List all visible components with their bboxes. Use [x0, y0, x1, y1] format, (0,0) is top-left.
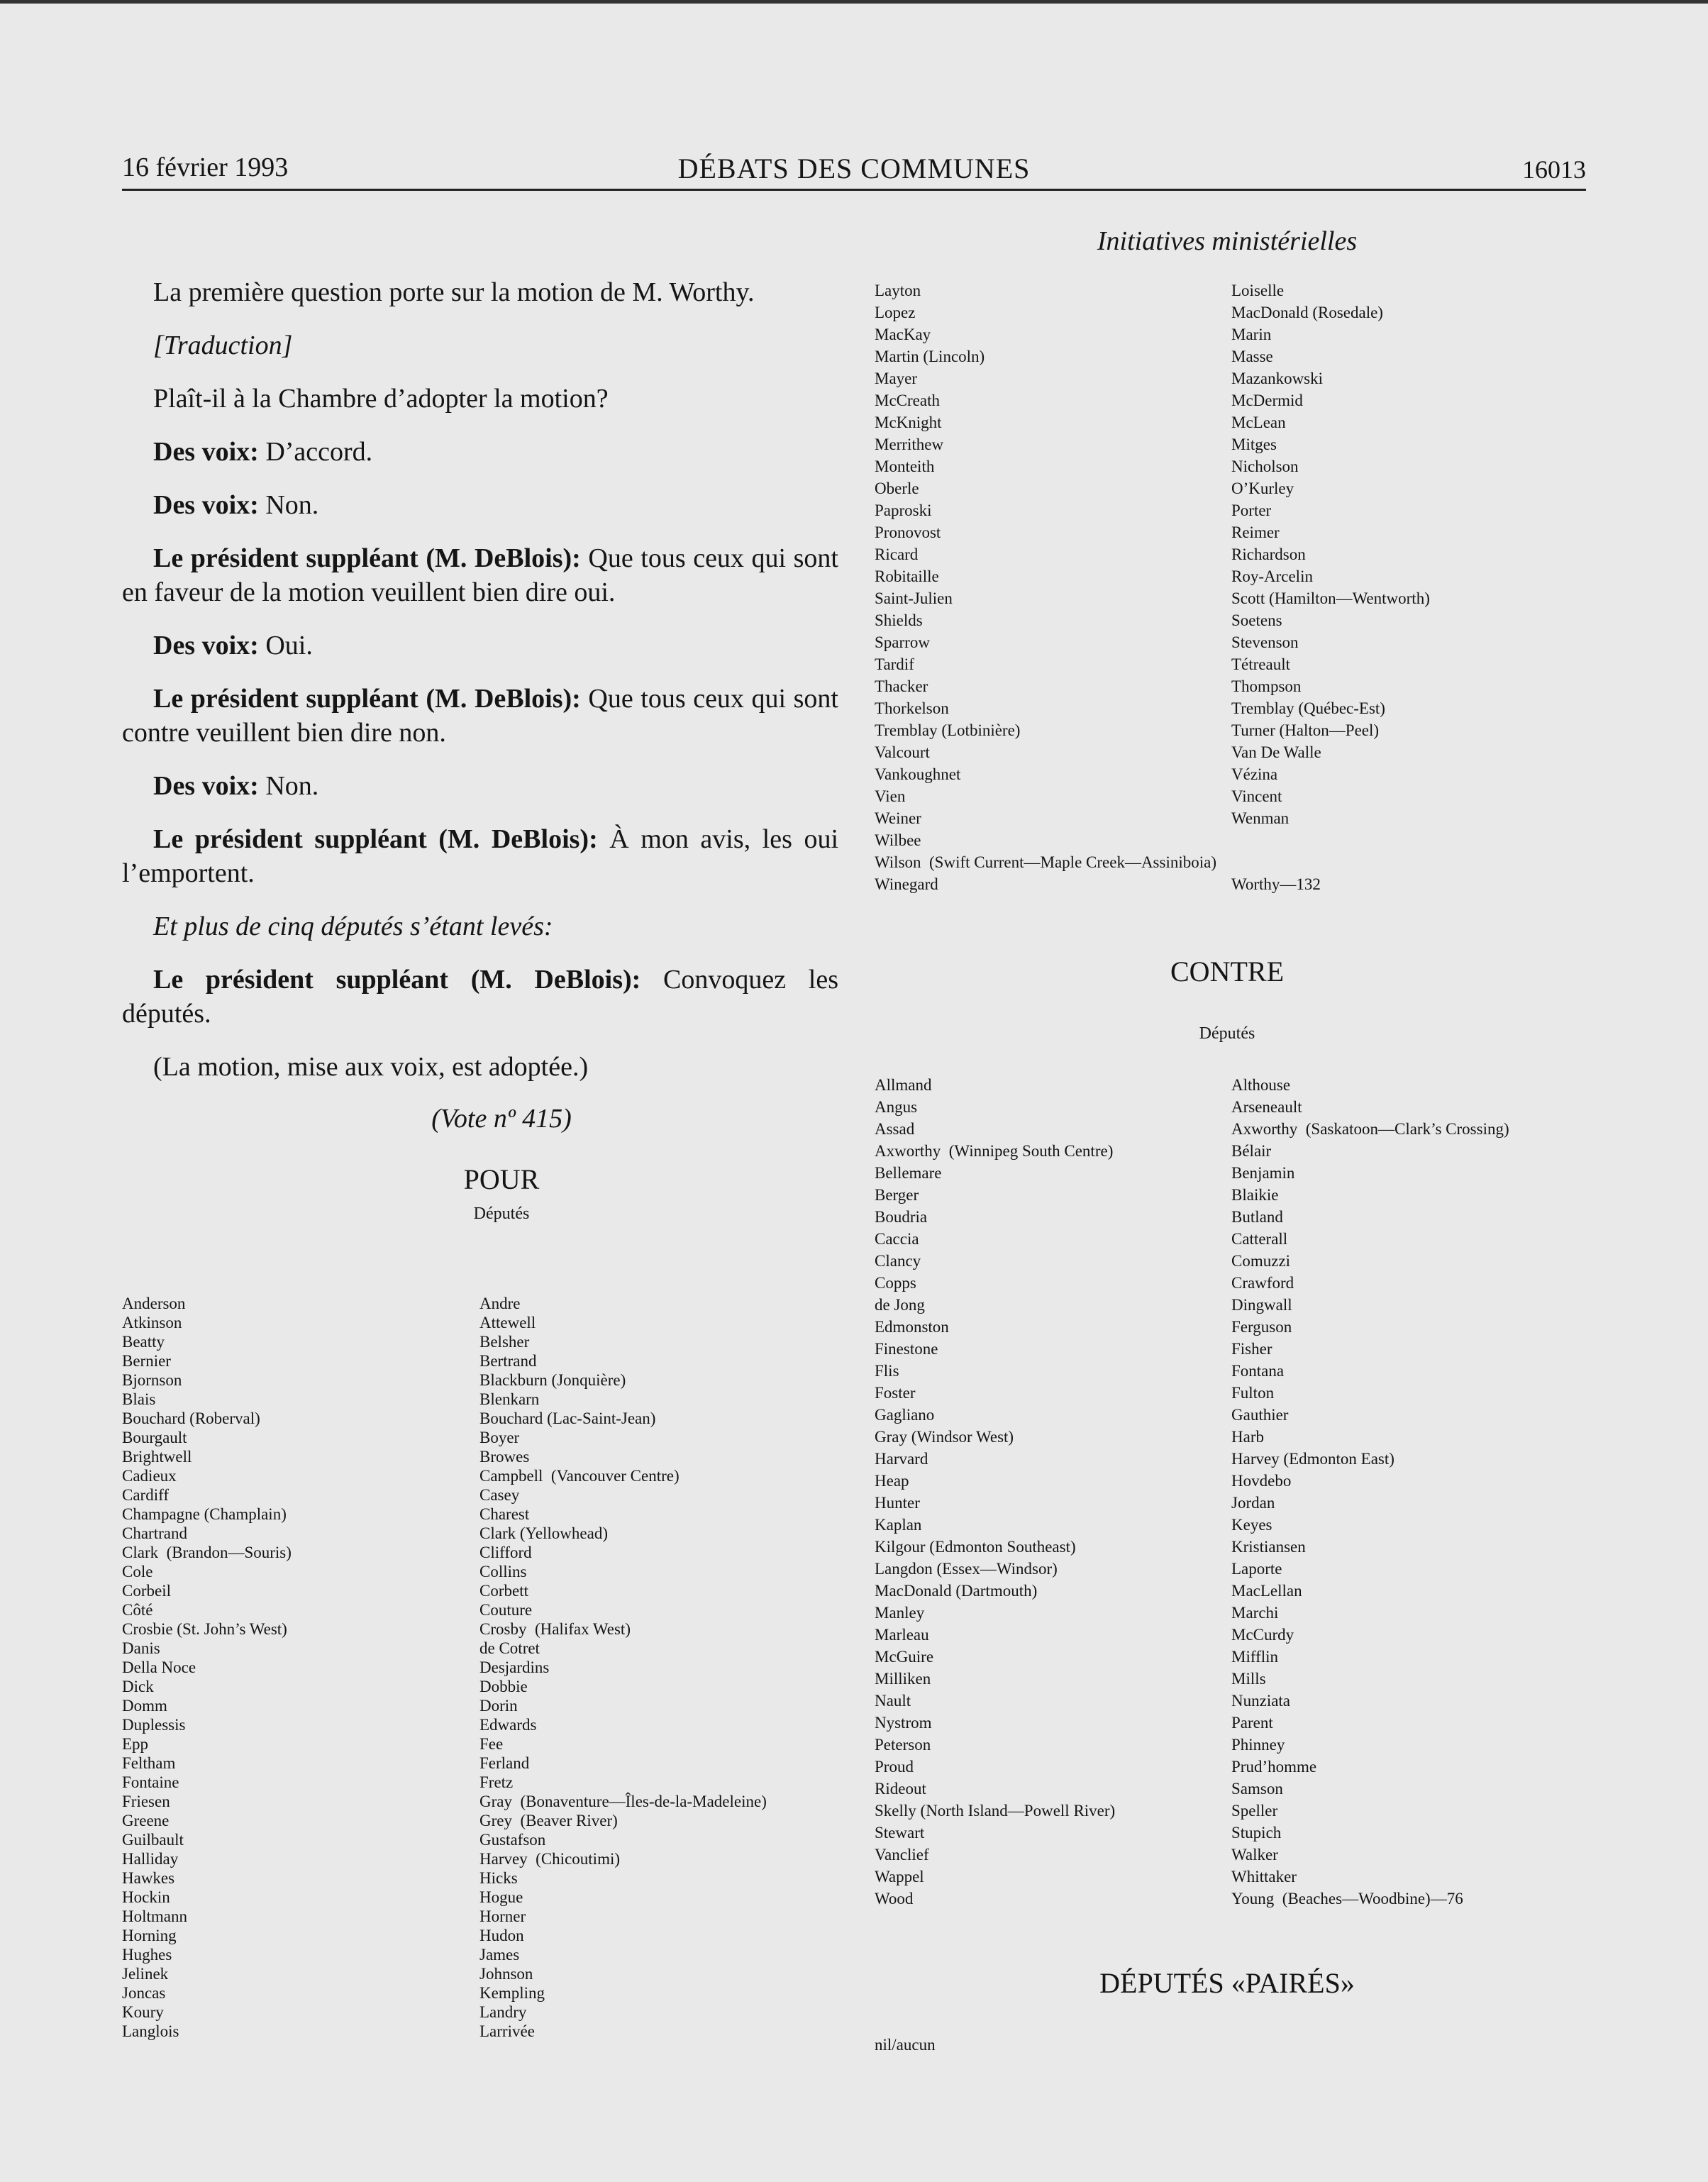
member-name: Koury: [122, 2003, 164, 2021]
speaker: Le président suppléant (M. DeBlois):: [153, 965, 641, 995]
member-name: Kaplan: [875, 1516, 922, 1534]
member-name: Fulton: [1231, 1384, 1275, 1402]
member-name: Wappel: [875, 1868, 924, 1885]
member-name: Dick: [122, 1678, 154, 1695]
member-name: Crawford: [1231, 1274, 1294, 1292]
member-name: Gauthier: [1231, 1406, 1289, 1424]
member-name: Côté: [122, 1601, 153, 1619]
member-name: Greene: [122, 1812, 170, 1829]
member-name: Fontaine: [122, 1773, 179, 1791]
member-name: Sparrow: [875, 633, 930, 651]
member-name: Harb: [1231, 1428, 1264, 1446]
speaker: Des voix:: [153, 490, 259, 520]
header-rule: [122, 189, 1586, 191]
member-name: Vien: [875, 787, 906, 805]
member-name: Gagliano: [875, 1406, 935, 1424]
section-heading: Initiatives ministérielles: [1097, 226, 1358, 256]
member-name: Duplessis: [122, 1716, 186, 1734]
member-name: Roy-Arcelin: [1231, 567, 1313, 585]
member-name: MacLellan: [1231, 1582, 1302, 1600]
member-name: Stewart: [875, 1824, 925, 1842]
paragraph: [122, 628, 838, 663]
paragraph: [122, 769, 838, 803]
member-name: Axworthy (Saskatoon—Clark’s Crossing): [1231, 1120, 1509, 1138]
member-name: McCreath: [875, 392, 940, 409]
member-name: Hicks: [479, 1869, 518, 1887]
member-name: Dingwall: [1231, 1296, 1292, 1314]
member-name: Bellemare: [875, 1164, 942, 1182]
member-name: Comuzzi: [1231, 1252, 1291, 1270]
member-name: Jelinek: [122, 1965, 169, 1983]
member-name: Hovdebo: [1231, 1472, 1292, 1490]
member-name: Valcourt: [875, 743, 930, 761]
member-name: Layton: [875, 282, 921, 299]
scan-top-border: [0, 0, 1708, 4]
paragraph: Plaît-il à la Chambre d’adopter la motion?: [153, 384, 609, 414]
paragraph: [122, 963, 838, 1031]
speech: Non.: [258, 490, 319, 520]
member-name: Skelly (North Island—Powell River): [875, 1802, 1116, 1820]
speech: À mon avis, les oui l’emportent.: [122, 824, 839, 888]
member-name: Epp: [122, 1735, 149, 1753]
member-name: Thorkelson: [875, 699, 949, 717]
member-name: Hawkes: [122, 1869, 175, 1887]
member-name: Fee: [479, 1735, 504, 1753]
page-header: [122, 152, 1586, 189]
member-name: Milliken: [875, 1670, 931, 1688]
member-name: Kilgour (Edmonton Southeast): [875, 1538, 1076, 1556]
member-name: McKnight: [875, 414, 942, 431]
member-name: Allmand: [875, 1076, 932, 1094]
member-name: Edmonston: [875, 1318, 949, 1336]
member-name: Axworthy (Winnipeg South Centre): [875, 1142, 1114, 1160]
member-name: de Jong: [875, 1296, 925, 1314]
left-column: [122, 275, 838, 1236]
member-name: Angus: [875, 1098, 918, 1116]
member-name: O’Kurley: [1231, 480, 1294, 497]
member-name: Desjardins: [479, 1658, 550, 1676]
member-name: Vanclief: [875, 1846, 929, 1863]
paragraph: [122, 488, 838, 522]
member-name: Edwards: [479, 1716, 537, 1734]
page-number: 16013: [1522, 155, 1586, 184]
member-name: Finestone: [875, 1340, 938, 1358]
member-name: Langdon (Essex—Windsor): [875, 1560, 1058, 1578]
member-name: Hogue: [479, 1888, 523, 1906]
header-date: 16 février 1993: [122, 153, 289, 182]
member-name: Cole: [122, 1563, 153, 1580]
member-name: Scott (Hamilton—Wentworth): [1231, 589, 1430, 607]
paired-value: nil/aucun: [875, 2036, 936, 2054]
member-name: Horning: [122, 1927, 177, 1944]
member-name: Cardiff: [122, 1486, 170, 1504]
member-name: Della Noce: [122, 1658, 196, 1676]
member-name: Bouchard (Lac-Saint-Jean): [479, 1410, 656, 1427]
member-name: Horner: [479, 1907, 526, 1925]
speaker: Des voix:: [153, 631, 259, 660]
member-name: Jordan: [1231, 1494, 1275, 1512]
member-name: Bjornson: [122, 1371, 182, 1389]
member-name: Porter: [1231, 502, 1272, 519]
member-name: Clark (Brandon—Souris): [122, 1544, 292, 1561]
member-name: [1231, 851, 1430, 873]
member-name: Nicholson: [1231, 458, 1299, 475]
member-name: Young (Beaches—Woodbine)—76: [1231, 1890, 1463, 1907]
member-name: Oberle: [875, 480, 919, 497]
member-name: Mazankowski: [1231, 370, 1324, 387]
member-name: MacKay: [875, 326, 931, 343]
member-name: Wilbee: [875, 831, 921, 849]
member-name: Masse: [1231, 348, 1273, 365]
member-name: Marleau: [875, 1626, 929, 1644]
member-name: Bouchard (Roberval): [122, 1410, 260, 1427]
member-name: Bélair: [1231, 1142, 1272, 1160]
member-name: Collins: [479, 1563, 527, 1580]
member-name: Keyes: [1231, 1516, 1272, 1534]
member-name: Prud’homme: [1231, 1758, 1317, 1776]
speech: Oui.: [258, 631, 313, 660]
member-name: Richardson: [1231, 546, 1306, 563]
member-name: Langlois: [122, 2022, 179, 2040]
member-name: McCurdy: [1231, 1626, 1294, 1644]
speaker: Des voix:: [153, 771, 259, 801]
member-name: Peterson: [875, 1736, 931, 1754]
pour-list-col1: [122, 1294, 292, 2041]
member-name: Larrivée: [479, 2022, 535, 2040]
paragraph: Et plus de cinq députés s’étant levés:: [153, 912, 553, 941]
member-name: Stevenson: [1231, 633, 1299, 651]
member-name: Hughes: [122, 1946, 172, 1964]
member-name: Halliday: [122, 1850, 179, 1868]
member-name: Whittaker: [1231, 1868, 1297, 1885]
member-name: Blaikie: [1231, 1186, 1279, 1204]
speaker: Le président suppléant (M. DeBlois):: [153, 684, 581, 714]
member-name: Van De Walle: [1231, 743, 1321, 761]
member-name: Fontana: [1231, 1362, 1285, 1380]
member-name: Vincent: [1231, 787, 1282, 805]
member-name: Hunter: [875, 1494, 920, 1512]
speech: Que tous ceux qui sont en faveur de la motion veuillent bien dire oui.: [122, 543, 838, 607]
member-name: Samson: [1231, 1780, 1283, 1798]
speaker: Le président suppléant (M. DeBlois):: [153, 543, 581, 573]
member-name: Clancy: [875, 1252, 921, 1270]
member-name: Tremblay (Québec-Est): [1231, 699, 1385, 717]
member-name: Dobbie: [479, 1678, 528, 1695]
member-name: Walker: [1231, 1846, 1278, 1863]
member-name: Manley: [875, 1604, 925, 1622]
speaker: Le président suppléant (M. DeBlois):: [153, 824, 598, 854]
member-name: Browes: [479, 1448, 530, 1466]
member-name: [1231, 829, 1430, 851]
member-name: Crosbie (St. John’s West): [122, 1620, 287, 1638]
member-name: Tétreault: [1231, 655, 1291, 673]
member-name: Stupich: [1231, 1824, 1282, 1842]
member-name: Ferland: [479, 1754, 530, 1772]
member-name: Casey: [479, 1486, 520, 1504]
member-name: Mills: [1231, 1670, 1266, 1688]
member-name: Fisher: [1231, 1340, 1272, 1358]
member-name: Andre: [479, 1295, 521, 1312]
pour-list-col2: [479, 1294, 767, 2041]
member-name: Martin (Lincoln): [875, 348, 985, 365]
member-name: Blenkarn: [479, 1390, 540, 1408]
member-name: Catterall: [1231, 1230, 1288, 1248]
member-name: Holtmann: [122, 1907, 187, 1925]
member-name: Friesen: [122, 1793, 170, 1810]
member-name: Monteith: [875, 458, 935, 475]
member-name: Champagne (Champlain): [122, 1505, 287, 1523]
pour-list-col3: [875, 279, 1216, 895]
member-name: Speller: [1231, 1802, 1278, 1820]
member-name: Clifford: [479, 1544, 532, 1561]
member-name: Guilbault: [122, 1831, 184, 1849]
paragraph: [122, 682, 838, 750]
member-name: Blais: [122, 1390, 156, 1408]
member-name: Ferguson: [1231, 1318, 1292, 1336]
pour-heading: POUR: [463, 1163, 540, 1195]
speech: D’accord.: [258, 437, 373, 467]
member-name: McLean: [1231, 414, 1286, 431]
member-name: Hudon: [479, 1927, 524, 1944]
member-name: Mayer: [875, 370, 918, 387]
member-name: Couture: [479, 1601, 533, 1619]
member-name: Reimer: [1231, 524, 1280, 541]
member-name: Winegard: [875, 875, 938, 893]
member-name: Gray (Bonaventure—Îles-de-la-Madeleine): [479, 1793, 767, 1810]
member-name: Landry: [479, 2003, 527, 2021]
member-name: Loiselle: [1231, 282, 1285, 299]
paired-heading: DÉPUTÉS «PAIRÉS»: [1099, 1967, 1355, 1999]
contre-subheading: Députés: [1199, 1024, 1255, 1043]
member-name: Belsher: [479, 1333, 530, 1351]
paragraph: [122, 541, 838, 609]
member-name: Merrithew: [875, 436, 944, 453]
member-name: Bernier: [122, 1352, 171, 1370]
member-name: Butland: [1231, 1208, 1283, 1226]
member-name: Domm: [122, 1697, 167, 1715]
member-name: Corbett: [479, 1582, 528, 1600]
pour-subheading: Députés: [473, 1204, 530, 1223]
contre-heading: CONTRE: [1170, 956, 1284, 987]
member-name: Wood: [875, 1890, 914, 1907]
member-name: Kristiansen: [1231, 1538, 1306, 1556]
paragraph: [122, 435, 838, 469]
member-name: Althouse: [1231, 1076, 1291, 1094]
member-name: Boyer: [479, 1429, 520, 1446]
member-name: Blackburn (Jonquière): [479, 1371, 626, 1389]
member-name: Wenman: [1231, 809, 1290, 827]
member-name: Laporte: [1231, 1560, 1282, 1578]
member-name: Weiner: [875, 809, 921, 827]
translation-note: [Traduction]: [153, 331, 293, 360]
member-name: Caccia: [875, 1230, 919, 1248]
member-name: McDermid: [1231, 392, 1303, 409]
member-name: Marchi: [1231, 1604, 1279, 1622]
member-name: James: [479, 1946, 520, 1964]
member-name: Foster: [875, 1384, 916, 1402]
contre-list-col2: [1231, 1074, 1509, 1910]
member-name: Phinney: [1231, 1736, 1285, 1754]
member-name: Copps: [875, 1274, 916, 1292]
member-name: Nault: [875, 1692, 911, 1710]
member-name: Atkinson: [122, 1314, 182, 1331]
member-name: Campbell (Vancouver Centre): [479, 1467, 680, 1485]
member-name: Tremblay (Lotbinière): [875, 721, 1021, 739]
member-name: Parent: [1231, 1714, 1273, 1732]
member-name: Feltham: [122, 1754, 176, 1772]
member-name: Saint-Julien: [875, 589, 953, 607]
member-name: Danis: [122, 1639, 160, 1657]
member-name: Johnson: [479, 1965, 533, 1983]
member-name: Harvey (Edmonton East): [1231, 1450, 1394, 1468]
member-name: Flis: [875, 1362, 899, 1380]
member-name: Thacker: [875, 677, 928, 695]
member-name: Mifflin: [1231, 1648, 1279, 1666]
member-name: Joncas: [122, 1984, 166, 2002]
member-name: Fretz: [479, 1773, 514, 1791]
member-name: McGuire: [875, 1648, 934, 1666]
member-name: Attewell: [479, 1314, 536, 1331]
member-name: Brightwell: [122, 1448, 192, 1466]
member-name: de Cotret: [479, 1639, 540, 1657]
paragraph: (La motion, mise aux voix, est adoptée.): [153, 1052, 589, 1082]
member-name: Marin: [1231, 326, 1272, 343]
member-name: Gustafson: [479, 1831, 546, 1849]
member-name: Vankoughnet: [875, 765, 961, 783]
member-name: Harvey (Chicoutimi): [479, 1850, 621, 1868]
member-name: Boudria: [875, 1208, 928, 1226]
member-name: Arseneault: [1231, 1098, 1302, 1116]
contre-list-col1: [875, 1074, 1115, 1910]
member-name: Worthy—132: [1231, 875, 1321, 893]
paragraph: [122, 822, 838, 890]
member-name: Paproski: [875, 502, 932, 519]
member-name: Lopez: [875, 304, 916, 321]
member-name: Bourgault: [122, 1429, 187, 1446]
member-name: Shields: [875, 611, 923, 629]
speech: Convoquez les députés.: [122, 965, 839, 1029]
member-name: Harvard: [875, 1450, 928, 1468]
member-name: Mitges: [1231, 436, 1277, 453]
speech: Que tous ceux qui sont contre veuillent bien dire non.: [122, 684, 838, 748]
member-name: Ricard: [875, 546, 919, 563]
member-name: MacDonald (Dartmouth): [875, 1582, 1038, 1600]
speaker: Des voix:: [153, 437, 259, 467]
member-name: Cadieux: [122, 1467, 177, 1485]
member-name: Wilson (Swift Current—Maple Creek—Assiniboia): [875, 853, 1217, 871]
member-name: Kempling: [479, 1984, 545, 2002]
member-name: Soetens: [1231, 611, 1282, 629]
member-name: Tardif: [875, 655, 914, 673]
member-name: Assad: [875, 1120, 915, 1138]
member-name: Chartrand: [122, 1524, 187, 1542]
member-name: Robitaille: [875, 567, 939, 585]
member-name: Hockin: [122, 1888, 170, 1906]
member-name: Nystrom: [875, 1714, 932, 1732]
member-name: Nunziata: [1231, 1692, 1291, 1710]
member-name: MacDonald (Rosedale): [1231, 304, 1383, 321]
member-name: Benjamin: [1231, 1164, 1295, 1182]
member-name: Rideout: [875, 1780, 926, 1798]
member-name: Beatty: [122, 1333, 165, 1351]
member-name: Thompson: [1231, 677, 1302, 695]
member-name: Berger: [875, 1186, 919, 1204]
member-name: Bertrand: [479, 1352, 537, 1370]
member-name: Pronovost: [875, 524, 941, 541]
vote-number: (Vote nº 415): [431, 1104, 572, 1134]
member-name: Gray (Windsor West): [875, 1428, 1014, 1446]
member-name: Charest: [479, 1505, 530, 1523]
member-name: Corbeil: [122, 1582, 171, 1600]
paragraph: La première question porte sur la motion de M. Worthy.: [153, 277, 755, 307]
header-title: DÉBATS DES COMMUNES: [677, 153, 1031, 184]
member-name: Crosby (Halifax West): [479, 1620, 631, 1638]
member-name: Proud: [875, 1758, 914, 1776]
member-name: Heap: [875, 1472, 909, 1490]
pour-list-col4: [1231, 279, 1430, 895]
member-name: Vézina: [1231, 765, 1278, 783]
member-name: Grey (Beaver River): [479, 1812, 618, 1829]
speech: Non.: [258, 771, 319, 801]
member-name: Anderson: [122, 1295, 186, 1312]
member-name: Clark (Yellowhead): [479, 1524, 608, 1542]
member-name: Dorin: [479, 1697, 518, 1715]
member-name: Turner (Halton—Peel): [1231, 721, 1380, 739]
